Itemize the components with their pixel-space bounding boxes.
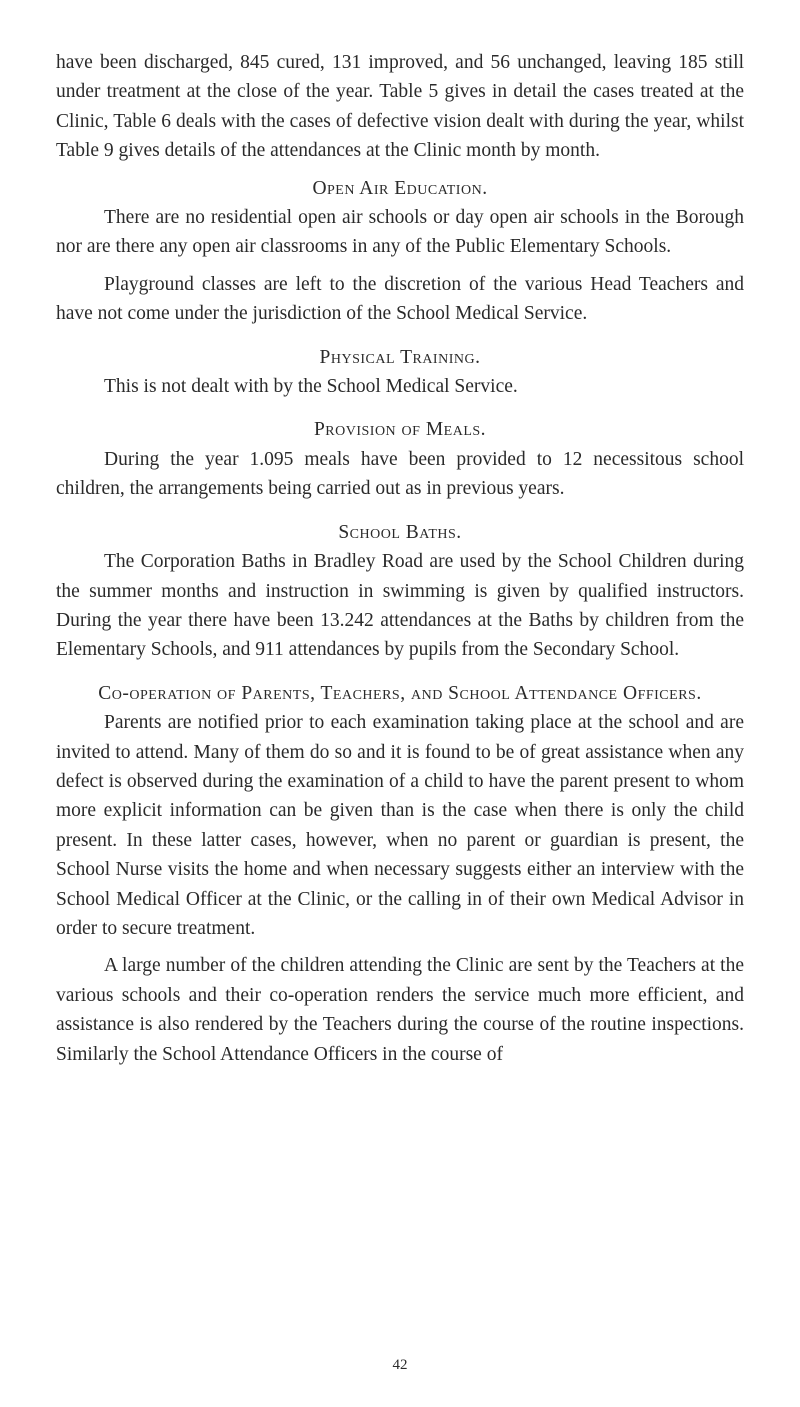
physical-training-paragraph: This is not dealt with by the School Medical Service. (104, 376, 518, 398)
cooperation-paragraph-2: A large number of the children attending the Clinic are sent by the Teachers at the various schools and their co-operation renders the service much more efficient, and assistance is also rendered by the Teachers during the course of the routine inspections. Similarly the School Attendance Officers in the course of (56, 955, 744, 1065)
open-air-paragraph-1: There are no residential open air schools or day open air schools in the Borough nor are there any open air classrooms in any of the Public Elementary Schools. (56, 207, 744, 258)
intro-paragraph: have been discharged, 845 cured, 131 improved, and 56 unchanged, leaving 185 still under treatment at the close of the year. Table 5 gives in detail the cases treated at the Clinic, Table 6 deals with the cases of defective vision dealt with during the year, whilst Table 9 gives details of the attendances at the Clinic month by month. (56, 52, 744, 162)
meals-paragraph: During the year 1.095 meals have been provided to 12 necessitous school children, the arrangements being carried out as in previous years. (56, 448, 744, 500)
cooperation-heading: Co-operation of Parents, Teachers, and School Attendance Officers. (98, 682, 702, 704)
baths-paragraph: The Corporation Baths in Bradley Road are used by the School Children during the summer months and instruction in swimming is given by qualified instructors. During the year there have been 13.242 attendances at the Baths by children from the Elementary Schools, and 911 attendances by pupils from the Secondary School. (56, 551, 744, 661)
document-page (56, 48, 744, 1069)
baths-heading: School Baths. (338, 521, 462, 543)
cooperation-paragraph-1: Parents are notified prior to each examination taking place at the school and are invited to attend. Many of them do so and it is found to be of great assistance when any defect is observed during the examination of a child to have the parent present to whom more explicit information can be given than is the case when there is only the child present. In these latter cases, however, when no parent or guardian is present, the School Nurse visits the home and when necessary suggests either an interview with the School Medical Officer at the Clinic, or the calling in of their own Medical Advisor in order to secure treatment. (56, 712, 744, 939)
open-air-paragraph-2: Playground classes are left to the discretion of the various Head Teachers and have not come under the jurisdiction of the School Medical Service. (56, 273, 744, 325)
meals-heading: Provision of Meals. (313, 419, 487, 441)
open-air-heading: Open Air Education. (312, 177, 488, 199)
physical-training-heading: Physical Training. (319, 346, 481, 368)
page-number: 42 (392, 1357, 408, 1373)
